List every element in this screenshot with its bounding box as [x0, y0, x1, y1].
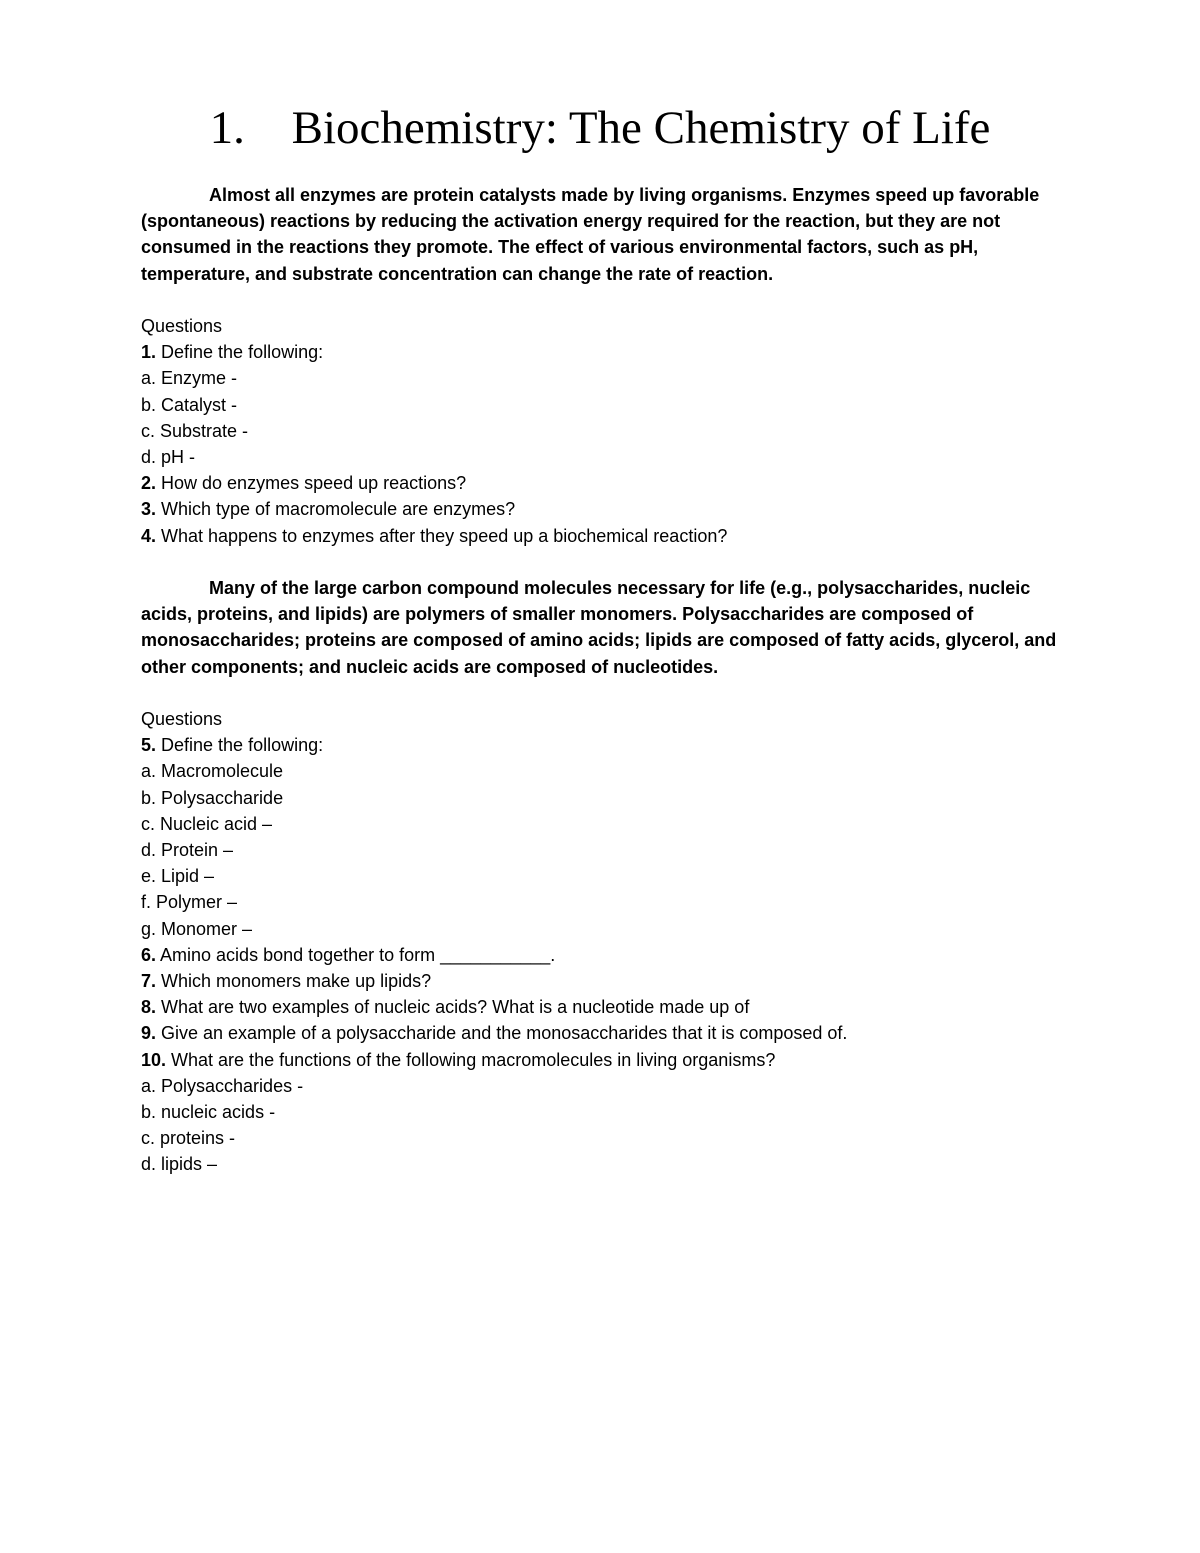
question-item: [141, 994, 1071, 1020]
question-text: Give an example of a polysaccharide and the monosaccharides that it is composed of.: [156, 1023, 848, 1044]
title-number: 1.: [209, 102, 245, 154]
question-item: [141, 1099, 1071, 1125]
question-item: [141, 785, 1071, 811]
question-text: d. Protein –: [141, 840, 234, 861]
page-title: [0, 98, 1200, 158]
question-text: g. Monomer –: [141, 918, 253, 939]
question-text: d. lipids –: [141, 1154, 218, 1175]
spacer: [141, 549, 1071, 575]
question-text: Which type of macromolecule are enzymes?: [156, 499, 516, 520]
question-number: 6.: [141, 944, 157, 965]
question-text: b. Catalyst -: [141, 394, 238, 415]
question-list-macromolecules: [141, 732, 1071, 1177]
title-text: Biochemistry: The Chemistry of Life: [291, 102, 991, 154]
question-item: [141, 942, 1071, 968]
question-text: Amino acids bond together to form ___________.: [156, 944, 556, 965]
question-number: 3.: [141, 499, 157, 520]
question-item: [141, 418, 1071, 444]
question-item: [141, 889, 1071, 915]
question-text: Which monomers make up lipids?: [156, 971, 432, 992]
question-text: Define the following:: [156, 342, 324, 363]
question-item: [141, 863, 1071, 889]
question-text: What are two examples of nucleic acids? What is a nucleotide made up of: [156, 997, 750, 1018]
question-item: [141, 523, 1071, 549]
intro-paragraph-macromolecules: Many of the large carbon compound molecules necessary for life (e.g., polysaccharides, nucleic acids, proteins, and lipids) are polymers of smaller monomers. Polysaccharides are composed of monosaccharides; proteins are composed of amino acids; lipids are composed of fatty acids, glycerol, and other components; and nucleic acids are composed of nucleotides.: [141, 578, 1057, 677]
question-text: Define the following:: [156, 735, 324, 756]
question-text: b. nucleic acids -: [141, 1102, 276, 1123]
question-number: 1.: [141, 342, 157, 363]
questions-heading: Questions: [141, 709, 223, 730]
question-number: 4.: [141, 525, 157, 546]
question-item: [141, 392, 1071, 418]
spacer: [141, 680, 1071, 706]
question-item: [141, 470, 1071, 496]
question-item: [141, 758, 1071, 784]
question-item: [141, 1125, 1071, 1151]
question-number: 10.: [141, 1049, 167, 1070]
question-text: c. Substrate -: [141, 420, 249, 441]
spacer: [141, 287, 1071, 313]
question-item: [141, 1020, 1071, 1046]
question-item: [141, 365, 1071, 391]
question-number: 8.: [141, 997, 157, 1018]
question-item: [141, 1073, 1071, 1099]
question-item: [141, 968, 1071, 994]
question-text: What are the functions of the following macromolecules in living organisms?: [166, 1049, 776, 1070]
question-item: [141, 496, 1071, 522]
question-number: 5.: [141, 735, 157, 756]
question-item: [141, 916, 1071, 942]
question-text: b. Polysaccharide: [141, 787, 284, 808]
question-item: [141, 444, 1071, 470]
question-number: 9.: [141, 1023, 157, 1044]
question-item: [141, 339, 1071, 365]
question-text: How do enzymes speed up reactions?: [156, 473, 467, 494]
question-number: 2.: [141, 473, 157, 494]
question-number: 7.: [141, 971, 157, 992]
question-text: c. proteins -: [141, 1128, 236, 1149]
question-item: [141, 1047, 1071, 1073]
questions-heading: Questions: [141, 316, 223, 336]
intro-paragraph-enzymes: Almost all enzymes are protein catalysts made by living organisms. Enzymes speed up favorable (spontaneous) reactions by reducing the activation energy required for the reaction, but they are not consumed in the reactions they promote. The effect of various environmental factors, such as pH, temperature, and substrate concentration can change the rate of reaction.: [141, 185, 1040, 284]
question-text: c. Nucleic acid –: [141, 813, 273, 834]
question-text: a. Enzyme -: [141, 368, 238, 389]
question-item: [141, 732, 1071, 758]
question-text: a. Macromolecule: [141, 761, 284, 782]
question-text: a. Polysaccharides -: [141, 1075, 304, 1096]
question-text: f. Polymer –: [141, 892, 238, 913]
question-text: What happens to enzymes after they speed up a biochemical reaction?: [156, 525, 728, 546]
question-item: [141, 1151, 1071, 1177]
question-text: e. Lipid –: [141, 866, 215, 887]
question-item: [141, 811, 1071, 837]
question-list-enzymes: [141, 339, 1071, 549]
question-text: d. pH -: [141, 447, 196, 468]
document-body: [141, 182, 1071, 1178]
question-item: [141, 837, 1071, 863]
